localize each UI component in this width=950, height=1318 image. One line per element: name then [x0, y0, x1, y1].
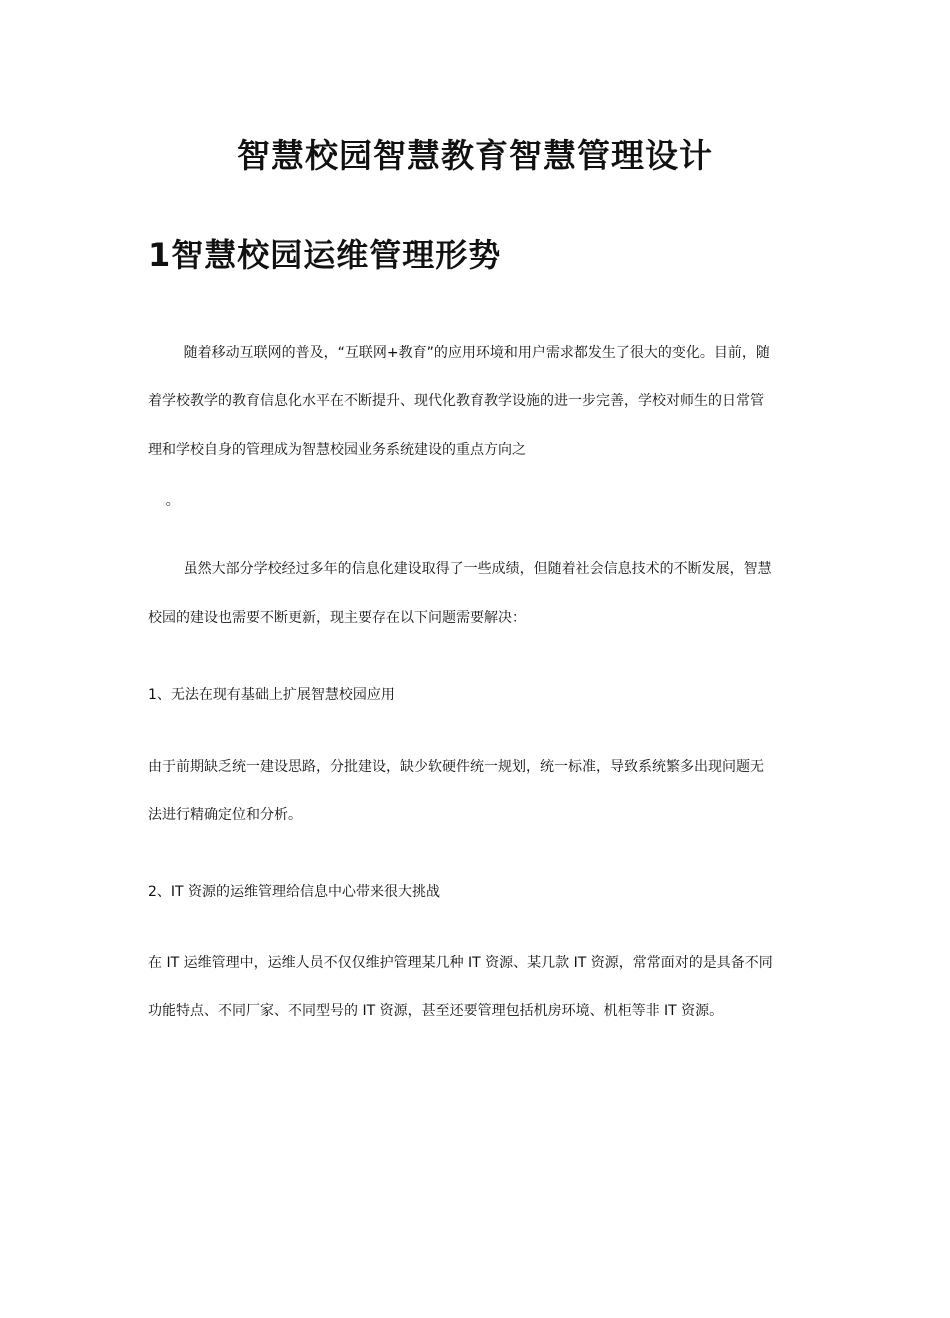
paragraph-line: 着学校教学的教育信息化水平在不断提升、现代化教育教学设施的进一步完善，学校对师生的日常管 — [148, 393, 764, 409]
paragraph-line: 由于前期缺乏统一建设思路，分批建设，缺少软硬件统一规划，统一标准，导致系统繁多出现问题无 — [148, 759, 764, 775]
item-heading-2: 2、IT 资源的运维管理给信息中心带来很大挑战 — [148, 884, 441, 900]
document-title: 智慧校园智慧教育智慧管理设计 — [237, 136, 713, 175]
paragraph-line: 理和学校自身的管理成为智慧校园业务系统建设的重点方向之 — [148, 442, 526, 458]
paragraph-line: 随着移动互联网的普及，“互联网+教育”的应用环境和用户需求都发生了很大的变化。目前，随 — [148, 345, 770, 361]
paragraph-line: 功能特点、不同厂家、不同型号的 IT 资源，甚至还要管理包括机房环境、机柜等非 IT 资源。 — [148, 1003, 724, 1019]
paragraph-line: 。 — [148, 493, 180, 509]
paragraph-line: 法进行精确定位和分析。 — [148, 807, 302, 823]
item-heading-1: 1、无法在现有基础上扩展智慧校园应用 — [148, 687, 395, 703]
paragraph-line: 校园的建设也需要不断更新，现主要存在以下问题需要解决： — [148, 610, 526, 626]
paragraph-line: 虽然大部分学校经过多年的信息化建设取得了一些成绩，但随着社会信息技术的不断发展，智慧 — [148, 561, 772, 577]
paragraph-line: 在 IT 运维管理中，运维人员不仅仅维护管理某几种 IT 资源、某几款 IT 资源，常常面对的是具备不同 — [148, 955, 773, 971]
section-heading: 1智慧校园运维管理形势 — [148, 236, 502, 274]
